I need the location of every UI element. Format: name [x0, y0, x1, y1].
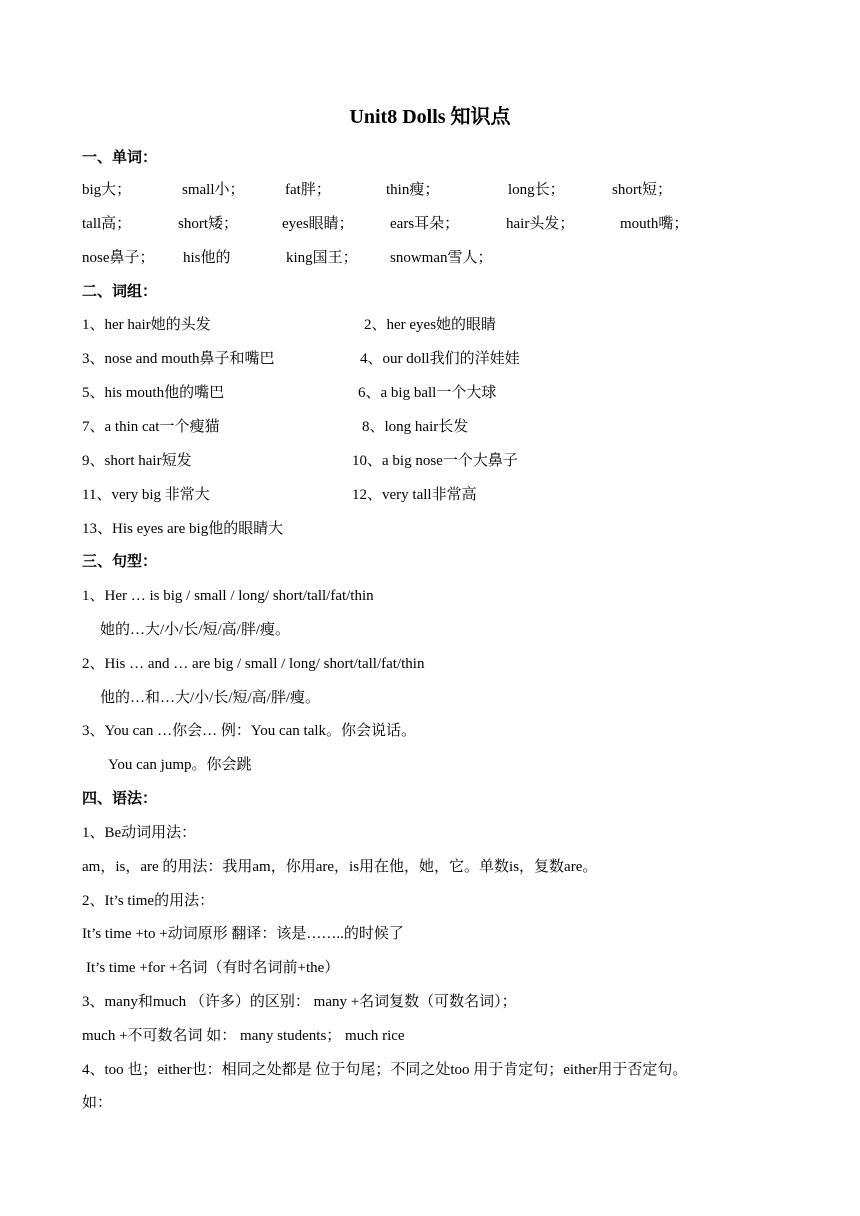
word-item: ears耳朵； [390, 216, 460, 232]
sentence-line: 1、Her … is big / small / long/ short/tall/fat/thin [82, 588, 374, 604]
word-item: nose鼻子； [82, 250, 155, 266]
sentence-line: 她的…大/小/长/短/高/胖/瘦。 [100, 622, 291, 638]
grammar-line: am，is，are 的用法：我用am，你用are，is用在他，她，它。单数is，复数are。 [82, 859, 598, 875]
word-item: short矮； [178, 216, 239, 232]
grammar-line: It’s time +for +名词（有时名词前+the） [86, 960, 340, 976]
phrase-item: 1、her hair她的头发 [82, 317, 211, 333]
word-item: mouth嘴； [620, 216, 689, 232]
word-item: fat胖； [285, 182, 331, 198]
phrase-item: 5、his mouth他的嘴巴 [82, 385, 225, 401]
sentence-line: 2、His … and … are big / small / long/ short/tall/fat/thin [82, 656, 425, 672]
sentence-line: 3、You can …你会… 例：You can talk。你会说话。 [82, 723, 417, 739]
grammar-line: 2、It’s time的用法： [82, 893, 215, 909]
phrase-item: 2、her eyes她的眼睛 [364, 317, 497, 333]
grammar-line: It’s time +to +动词原形 翻译：该是……..的时候了 [82, 926, 404, 942]
section-heading-sentences: 三、句型： [82, 554, 158, 570]
word-item: snowman雪人； [390, 250, 493, 266]
phrase-item: 11、very big 非常大 [82, 487, 210, 503]
phrase-item: 8、long hair长发 [362, 419, 469, 435]
word-item: thin瘦； [386, 182, 440, 198]
sentence-line: 他的…和…大/小/长/短/高/胖/瘦。 [100, 690, 321, 706]
word-item: eyes眼睛； [282, 216, 354, 232]
grammar-line: 1、Be动词用法： [82, 825, 197, 841]
word-item: short短； [612, 182, 673, 198]
sentence-line: You can jump。你会跳 [108, 757, 252, 773]
phrase-item: 9、short hair短发 [82, 453, 192, 469]
grammar-line: 3、many和much （许多）的区别： many +名词复数（可数名词）； [82, 994, 517, 1010]
word-item: long长； [508, 182, 565, 198]
grammar-line: 4、too 也；either也：相同之处都是 位于句尾；不同之处too 用于肯定句；either用于否定句。 [82, 1062, 688, 1078]
phrase-item: 4、our doll我们的洋娃娃 [360, 351, 520, 367]
word-item: big大； [82, 182, 132, 198]
phrase-item: 6、a big ball一个大球 [358, 385, 497, 401]
word-item: his他的 [183, 250, 231, 266]
phrase-item: 10、a big nose一个大鼻子 [352, 453, 518, 469]
page-title: Unit8 Dolls 知识点 [349, 106, 511, 128]
phrase-item: 7、a thin cat一个瘦猫 [82, 419, 220, 435]
phrase-item: 3、nose and mouth鼻子和嘴巴 [82, 351, 275, 367]
word-item: small小； [182, 182, 245, 198]
phrase-item: 12、very tall非常高 [352, 487, 477, 503]
section-heading-words: 一、单词： [82, 150, 158, 166]
section-heading-grammar: 四、语法： [82, 791, 158, 807]
word-item: king国王； [286, 250, 358, 266]
word-item: hair头发； [506, 216, 575, 232]
grammar-line: much +不可数名词 如： many students； much rice [82, 1028, 405, 1044]
phrase-item: 13、His eyes are big他的眼睛大 [82, 521, 284, 537]
grammar-line: 如： [82, 1095, 113, 1111]
word-item: tall高； [82, 216, 132, 232]
section-heading-phrases: 二、词组： [82, 284, 158, 300]
